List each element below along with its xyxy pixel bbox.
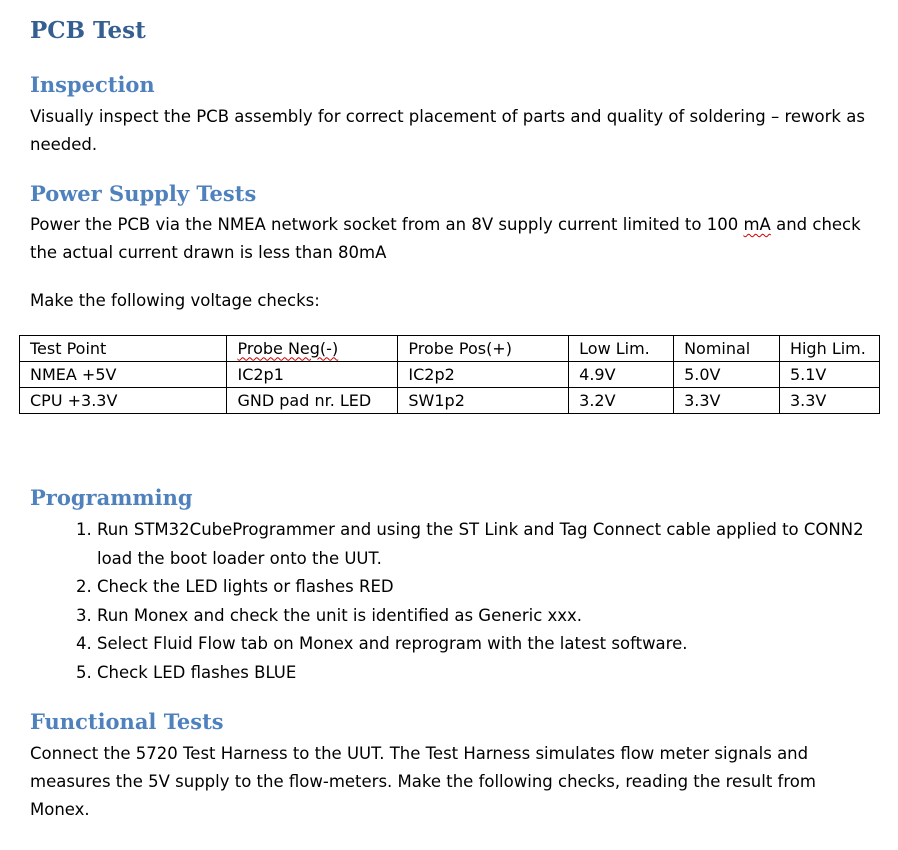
- checks-intro: Make the following voltage checks:: [30, 291, 320, 310]
- table-header-row: [20, 336, 880, 362]
- cell: 3.3V: [674, 388, 780, 414]
- header-high-lim: High Lim.: [779, 336, 879, 362]
- voltage-checks-table: [19, 335, 880, 414]
- spell-mark-ma: mA: [743, 215, 771, 234]
- page-title: PCB Test: [30, 17, 146, 44]
- cell: 4.9V: [569, 362, 674, 388]
- inspection-heading: Inspection: [30, 72, 155, 97]
- cell: 3.3V: [779, 388, 879, 414]
- header-probe-neg: Probe Neg(-): [227, 336, 398, 362]
- list-item: 1. Run STM32CubeProgrammer and using the ST Link and Tag Connect cable applied to CONN2 load the boot loader onto the UUT.: [97, 516, 882, 573]
- table-row: [20, 362, 880, 388]
- power-text: Power the PCB via the NMEA network socket from an 8V supply current limited to 100 mA and check the actual current drawn is less than 80mA: [30, 215, 861, 262]
- list-item: 5. Check LED flashes BLUE: [97, 659, 882, 688]
- header-nominal: Nominal: [674, 336, 780, 362]
- cell: NMEA +5V: [20, 362, 227, 388]
- cell: 5.1V: [779, 362, 879, 388]
- cell: SW1p2: [398, 388, 569, 414]
- power-heading: Power Supply Tests: [30, 181, 257, 206]
- table-row: [20, 388, 880, 414]
- programming-heading: Programming: [30, 485, 193, 510]
- cell: IC2p2: [398, 362, 569, 388]
- functional-heading: Functional Tests: [30, 709, 224, 734]
- header-probe-pos: Probe Pos(+): [398, 336, 569, 362]
- functional-text: Connect the 5720 Test Harness to the UUT. The Test Harness simulates flow meter signals and measures the 5V supply to the flow-meters. Make the following checks, reading the result from Monex.: [30, 744, 816, 819]
- cell: 5.0V: [674, 362, 780, 388]
- inspection-text: Visually inspect the PCB assembly for correct placement of parts and quality of soldering – rework as needed.: [30, 107, 865, 154]
- programming-steps: [30, 516, 882, 687]
- cell: IC2p1: [227, 362, 398, 388]
- cell: 3.2V: [569, 388, 674, 414]
- list-item: 2. Check the LED lights or flashes RED: [97, 573, 882, 602]
- header-low-lim: Low Lim.: [569, 336, 674, 362]
- list-item: 3. Run Monex and check the unit is identified as Generic xxx.: [97, 602, 882, 631]
- cell: GND pad nr. LED: [227, 388, 398, 414]
- list-item: 4. Select Fluid Flow tab on Monex and reprogram with the latest software.: [97, 630, 882, 659]
- cell: CPU +3.3V: [20, 388, 227, 414]
- header-test-point: Test Point: [20, 336, 227, 362]
